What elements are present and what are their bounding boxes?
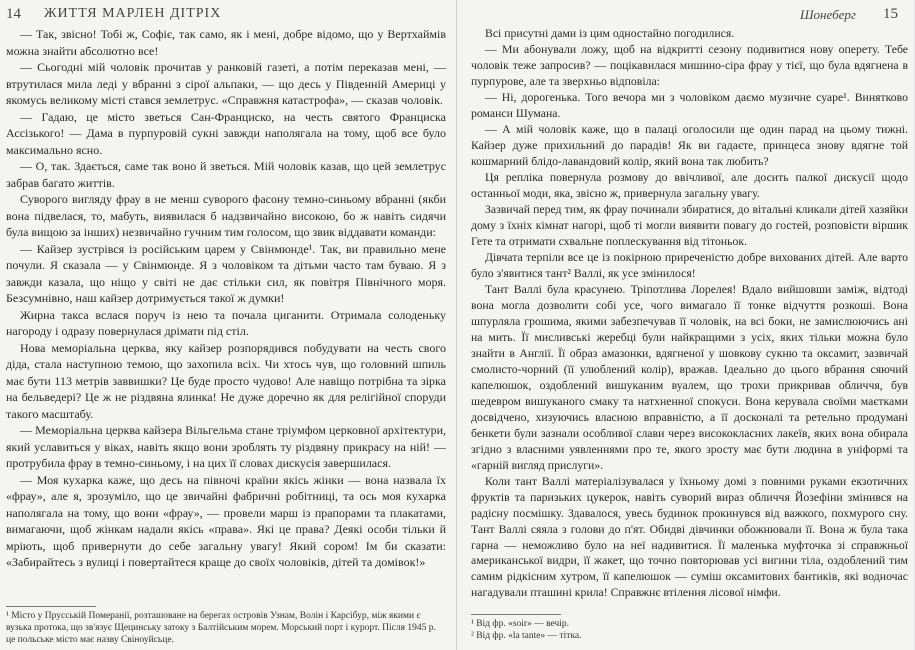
footnote-rule [6,606,96,607]
paragraph: Тант Валлі була красунею. Тріпотлива Лорелея! Вдало вийшовши заміж, відтоді вона могла дозволити собі усе, чого вимагало її тонке відчуття розкоші. Вона шпурляла грошима, якими забезпечував її чоловік, на всі боки, не замислюючись ані на мить. Її мисливські жеребці були найкращими з усіх, яких тільки можна було знайти в Англії. Її образ амазонки, вдягненої у шовкову сукню та оксамит, зазвичай смолисто-чорний (її улюблений колір), вражав. Ідеально до цього вбрання сяючий капелюшок, оздоблений вишуканим вуалем, що трохи прикривав обличчя, був шедевром вишуканого смаку та натхненної спокуси. Вона керувала своїми маєтками досвідчено, хизуючись власною вправністю, а її досконалі та ретельно продумані бенкети були зазнали особливої слави через висококласних лакеїв, яких вона обирала згідно з власними уявленнями про те, якого зросту має бути людина в уніформі та «гарній вигляд прислуги». [471,282,908,472]
paragraph: — Моя кухарка каже, що десь на півночі країни якісь жінки — вона назвала їх «фрау», але я, зрозуміло, що це звичайні фабричні робітниці, та ось моя кухарка наполягала на тому, що вони «фрау», — провели марш із прапорами та плакатами, вимагаючи, щоб жінкам надали якісь «права». Які це права? Деякі особи тільки й мріють, щоб привернути до себе загальну увагу! Який сором! Ім би сказати: «Забирайтесь з вулиці і повертайтеся краще до своїх чоловіків, дітей та домівок!» [6,472,446,569]
paragraph: — А мій чоловік каже, що в палаці оголосили ще один парад на цьому тижні. Кайзер дуже прихильний до парадів! Як ви гадаєте, принцеса знову вдягне той кошмарний блідо-лавандовий колір, який вона так любить? [471,122,908,168]
footnote-rule [471,614,561,615]
paragraph: — Ми абонували ложу, щоб на відкритті сезону подивитися нову оперету. Тебе чоловік теже запросив? — поцікавилася мишино-сіра фрау у тієї, що була вдягнена в пурпурове, але та зверхньо відповіла: [471,42,908,88]
right-page-body [471,26,908,601]
left-page-number: 14 [6,6,21,22]
paragraph: Зазвичай перед тим, як фрау починали збиратися, до вітальні кликали дітей хазяйки дому з їхніх кімнат нагорі, щоб ті могли виявити повагу до гостей, розповісти віршик Гете та отримати схвальне поплескування від тітоньок. [471,202,908,248]
paragraph: — О, так. Здається, саме так воно й зветься. Мій чоловік казав, що цей землетрус забрав багато життів. [6,159,446,190]
right-page-number: 15 [883,6,898,22]
footnote: ¹ Місто у Прусській Померанії, розташоване на берегах островів Узнам, Волін і Карсібур, між якими є вузька протока, що зв'язує Щецинську затоку з Балтійським морем. Морський порт і курорт. Після 1945 р. це польське місто має назву Свіноуйсьце. [6,611,436,645]
left-page [0,0,457,650]
paragraph: — Меморіальна церква кайзера Вільгельма стане тріумфом церковної архітектури, який уславиться у віках, навіть якщо вони зроблять ту різдвяну прикрасу на ній! — протрубила фрау в темно-синьому, і на цих її словах дискусія завершилася. [6,423,446,470]
paragraph: Коли тант Валлі матеріалізувалася у їхньому домі з повними руками екзотичних фруктів та паризьких цукерок, навіть суворий вираз обличчя Йозефіни змінився на радісну посмішку. Здавалося, увесь будинок прокинувся від важкого, похмурого сну. Тант Валлі сяяла з голови до п'ят. Обидві дівчинки обожнювали її. Вона ж була така гарна — неможливо було на неї надивитися. Її маленька муфточка зі справжньої американської видри, її жакет, що точно повторював усі вигини тіла, оздоблений тим самим рідкісним хутром, її капелюшок — суміш оксамитових бантиків, які водночас нагадували пташині крила! Справжнє втілення лісової німфи. [471,474,908,600]
left-footnotes [6,606,446,646]
footnote: ² Від фр. «la tante» — тітка. [471,631,582,641]
paragraph: Нова меморіальна церква, яку кайзер розпорядився побудувати на честь свого діда, стала наступною темою, що захопила всіх. Чи хтось чув, що головний шпиль має бути 113 метрів заввишки? Це буде просто чудово! Але навіщо потрібна та зірка на бельведері? Це ж не різдвяна ялинка! Не дуже доречно як для релігійної споруди такого масштабу. [6,340,446,421]
paragraph: Всі присутні дами із цим одностайно погодилися. [485,27,735,40]
paragraph: — Ні, дорогенька. Того вечора ми з чоловіком даємо музичне суаре¹. Винятково романси Шумана. [471,90,908,120]
paragraph: Дівчата терпіли все це із покірною приреченістю добре вихованих дітей. Але варто було з'явитися тант² Валлі, як усе змінилося! [471,250,908,280]
paragraph: Суворого вигляду фрау в не менш суворого фасону темно-синьому вбранні (якби вона підвелася, то, мабуть, виявилася б надзвичайно високою, бо ж навіть сидячи була вищою за інших) незвичайно гучним тим голосом, що звик віддавати команди: [6,192,446,239]
paragraph: — Сьогодні мій чоловік прочитав у ранковій газеті, а потім переказав мені, — втрутилася мила леді у вбранні з сірої альпаки, — що десь у Південній Америці у якомусь великому місті стався землетрус. «Справжня катастрофа», — сказав чоловік. [6,60,446,107]
paragraph: — Кайзер зустрівся із російським царем у Свінмюнде¹. Так, ви правильно мене почули. Я сказала — у Свінмюнде. Я з чоловіком та дітьми часто там буваю. Я з завжди казала, що ніщо у світі не дає стільки сил, як повітря Північного моря. Безсумнівно, наш кайзер дотримується такої ж думки! [6,241,446,305]
paragraph: Ця репліка повернула розмову до ввічливої, але досить палкої дискусії щодо останньої моди, яка, звісно ж, привернула загальну увагу. [471,170,908,200]
footnote: ¹ Від фр. «soir» — вечір. [471,619,570,629]
left-page-body [6,26,446,571]
right-footnotes [471,614,908,642]
paragraph: — Гадаю, це місто зветься Сан-Франциско, на честь святого Франциска Ассізького! — Дама в пурпуровій сукні завжди наполягала на тому, щоб все було максимально ясно. [6,109,446,157]
right-page-header [471,4,908,26]
left-page-header [6,4,446,26]
right-page [457,0,914,650]
paragraph: — Так, звісно! Тобі ж, Софіє, так само, як і мені, добре відомо, що у Вертхаймів можна знайти абсолютно все! [6,27,446,58]
left-running-head: ЖИТТЯ МАРЛЕН ДІТРІХ [44,6,222,21]
right-running-head: Шонеберг [800,7,856,22]
paragraph: Жирна такса вслася поруч із нею та почала циганити. Отримала солоденьку нагороду і одразу повернулася дрімати під стіл. [6,307,446,338]
